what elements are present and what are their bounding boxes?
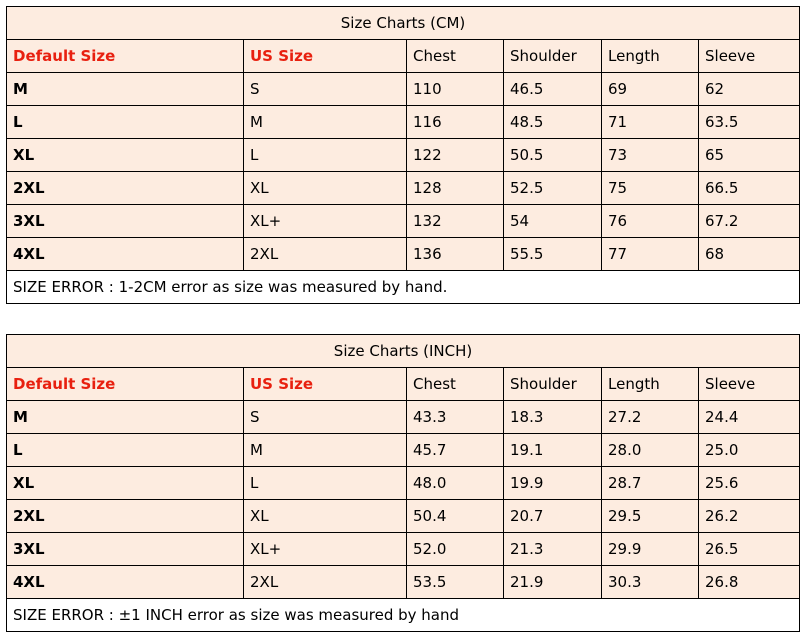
cell-default-size: 3XL — [7, 205, 244, 238]
cell-default-size: L — [7, 106, 244, 139]
column-header-chest: Chest — [407, 40, 504, 73]
cell-length: 29.9 — [602, 533, 699, 566]
cell-us-size: 2XL — [244, 566, 407, 599]
cell-us-size: XL — [244, 500, 407, 533]
cell-shoulder: 21.3 — [504, 533, 602, 566]
cell-sleeve: 68 — [699, 238, 800, 271]
table-note-row — [7, 271, 800, 304]
cell-shoulder: 48.5 — [504, 106, 602, 139]
cell-us-size: S — [244, 401, 407, 434]
cell-shoulder: 18.3 — [504, 401, 602, 434]
cell-shoulder: 52.5 — [504, 172, 602, 205]
column-header-chest: Chest — [407, 368, 504, 401]
table-row — [7, 205, 800, 238]
cell-shoulder: 21.9 — [504, 566, 602, 599]
table-header-row — [7, 368, 800, 401]
cell-us-size: L — [244, 467, 407, 500]
size-error-note-inch: SIZE ERROR : ±1 INCH error as size was measured by hand — [7, 599, 800, 632]
cell-chest: 48.0 — [407, 467, 504, 500]
column-header-default-size: Default Size — [7, 40, 244, 73]
table-row — [7, 500, 800, 533]
cell-length: 27.2 — [602, 401, 699, 434]
cell-us-size: S — [244, 73, 407, 106]
cell-us-size: 2XL — [244, 238, 407, 271]
table-title-row — [7, 7, 800, 40]
cell-length: 77 — [602, 238, 699, 271]
cell-us-size: M — [244, 434, 407, 467]
cell-shoulder: 19.1 — [504, 434, 602, 467]
chart-title-cm: Size Charts (CM) — [7, 7, 800, 40]
cell-chest: 50.4 — [407, 500, 504, 533]
cell-length: 28.7 — [602, 467, 699, 500]
cell-length: 73 — [602, 139, 699, 172]
cell-sleeve: 25.0 — [699, 434, 800, 467]
cell-sleeve: 25.6 — [699, 467, 800, 500]
cell-sleeve: 67.2 — [699, 205, 800, 238]
cell-us-size: M — [244, 106, 407, 139]
column-header-length: Length — [602, 40, 699, 73]
table-row — [7, 172, 800, 205]
cell-sleeve: 26.5 — [699, 533, 800, 566]
cell-us-size: XL+ — [244, 533, 407, 566]
column-header-sleeve: Sleeve — [699, 40, 800, 73]
cell-length: 75 — [602, 172, 699, 205]
column-header-shoulder: Shoulder — [504, 368, 602, 401]
cell-shoulder: 54 — [504, 205, 602, 238]
cell-shoulder: 50.5 — [504, 139, 602, 172]
table-title-row — [7, 335, 800, 368]
cell-sleeve: 26.8 — [699, 566, 800, 599]
cell-length: 30.3 — [602, 566, 699, 599]
cell-default-size: M — [7, 73, 244, 106]
cell-length: 76 — [602, 205, 699, 238]
cell-sleeve: 65 — [699, 139, 800, 172]
column-header-us-size: US Size — [244, 368, 407, 401]
cell-shoulder: 19.9 — [504, 467, 602, 500]
cell-length: 71 — [602, 106, 699, 139]
cell-us-size: XL+ — [244, 205, 407, 238]
table-row — [7, 238, 800, 271]
table-note-row — [7, 599, 800, 632]
table-header-row — [7, 40, 800, 73]
table-row — [7, 533, 800, 566]
table-row — [7, 73, 800, 106]
cell-chest: 53.5 — [407, 566, 504, 599]
cell-default-size: 4XL — [7, 238, 244, 271]
cell-default-size: 2XL — [7, 172, 244, 205]
cell-chest: 45.7 — [407, 434, 504, 467]
cell-shoulder: 20.7 — [504, 500, 602, 533]
cell-chest: 110 — [407, 73, 504, 106]
cell-default-size: 3XL — [7, 533, 244, 566]
cell-us-size: L — [244, 139, 407, 172]
section-spacer — [6, 304, 799, 334]
cell-us-size: XL — [244, 172, 407, 205]
table-row — [7, 467, 800, 500]
cell-chest: 52.0 — [407, 533, 504, 566]
table-row — [7, 401, 800, 434]
cell-default-size: L — [7, 434, 244, 467]
cell-shoulder: 55.5 — [504, 238, 602, 271]
cell-length: 69 — [602, 73, 699, 106]
table-row — [7, 139, 800, 172]
cell-chest: 122 — [407, 139, 504, 172]
cell-chest: 128 — [407, 172, 504, 205]
table-row — [7, 106, 800, 139]
cell-chest: 132 — [407, 205, 504, 238]
cell-chest: 116 — [407, 106, 504, 139]
cell-default-size: M — [7, 401, 244, 434]
chart-title-inch: Size Charts (INCH) — [7, 335, 800, 368]
column-header-shoulder: Shoulder — [504, 40, 602, 73]
size-chart-cm — [6, 6, 800, 304]
cell-sleeve: 63.5 — [699, 106, 800, 139]
column-header-length: Length — [602, 368, 699, 401]
size-error-note-cm: SIZE ERROR : 1-2CM error as size was measured by hand. — [7, 271, 800, 304]
cell-default-size: 4XL — [7, 566, 244, 599]
cell-length: 29.5 — [602, 500, 699, 533]
size-chart-inch — [6, 334, 800, 632]
cell-length: 28.0 — [602, 434, 699, 467]
cell-sleeve: 24.4 — [699, 401, 800, 434]
cell-default-size: 2XL — [7, 500, 244, 533]
column-header-us-size: US Size — [244, 40, 407, 73]
cell-shoulder: 46.5 — [504, 73, 602, 106]
table-row — [7, 566, 800, 599]
column-header-sleeve: Sleeve — [699, 368, 800, 401]
cell-default-size: XL — [7, 467, 244, 500]
cell-chest: 43.3 — [407, 401, 504, 434]
cell-sleeve: 66.5 — [699, 172, 800, 205]
cell-sleeve: 62 — [699, 73, 800, 106]
cell-chest: 136 — [407, 238, 504, 271]
cell-default-size: XL — [7, 139, 244, 172]
cell-sleeve: 26.2 — [699, 500, 800, 533]
table-row — [7, 434, 800, 467]
column-header-default-size: Default Size — [7, 368, 244, 401]
